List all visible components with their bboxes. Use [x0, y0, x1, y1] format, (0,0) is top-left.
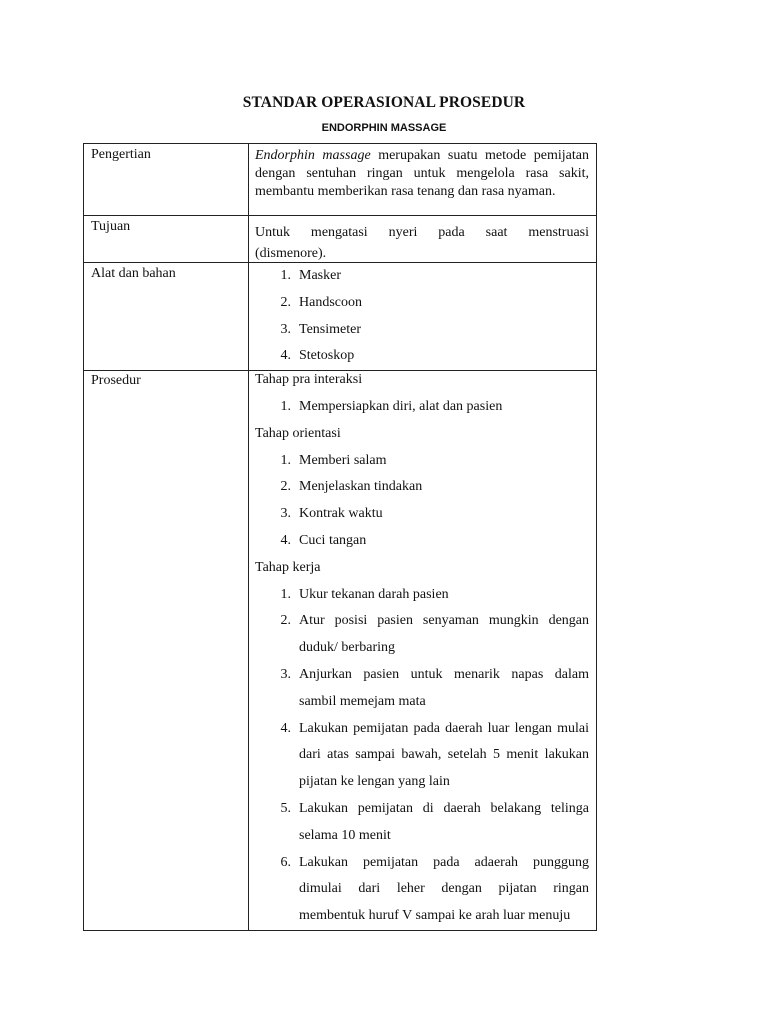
list-item-text: Handscoon	[299, 294, 362, 310]
sop-table	[83, 143, 597, 931]
list-item	[255, 448, 589, 475]
list-item-text: Ukur tekanan darah pasien	[299, 586, 449, 602]
list-item	[255, 290, 589, 317]
list-item-number: 6.	[280, 854, 291, 870]
document-subtitle: ENDORPHIN MASSAGE	[321, 122, 447, 134]
list-item-number: 2.	[280, 294, 291, 310]
list-item-number: 1.	[280, 452, 291, 468]
value-pengertian	[249, 144, 597, 216]
list-item	[255, 796, 589, 850]
list-item-text: Atur posisi pasien senyaman mungkin dengan duduk/ berbaring	[299, 613, 589, 656]
list-item-text: Memberi salam	[299, 452, 387, 468]
value-alat-dan-bahan	[249, 263, 597, 371]
list-item	[255, 394, 589, 421]
term-endorphin-massage: Endorphin massage	[255, 148, 371, 163]
list-item-number: 2.	[280, 479, 291, 495]
row-prosedur	[84, 371, 597, 931]
list-item	[255, 662, 589, 716]
row-tujuan	[84, 216, 597, 263]
list-item-number: 2.	[280, 613, 291, 629]
stage-heading: Tahap kerja	[255, 559, 321, 575]
list-item-number: 1.	[280, 268, 291, 283]
list-item-number: 4.	[280, 532, 291, 548]
list-item	[255, 263, 589, 290]
list-item-number: 4.	[280, 720, 291, 736]
document-title: STANDAR OPERASIONAL PROSEDUR	[242, 94, 526, 111]
list-item-number: 3.	[280, 666, 291, 682]
list-item-text: Lakukan pemijatan pada daerah luar lengan mulai dari atas sampai bawah, setelah 5 menit lakukan pijatan ke lengan yang lain	[299, 720, 589, 790]
list-item	[255, 343, 589, 370]
list-item-text: Stetoskop	[299, 348, 355, 364]
list-item-text: Masker	[299, 268, 341, 283]
label-tujuan: Tujuan	[84, 216, 249, 263]
value-tujuan	[249, 216, 597, 263]
alat-list	[255, 263, 589, 370]
list-item-text: Lakukan pemijatan di daerah belakang telinga selama 10 menit	[299, 800, 589, 843]
row-pengertian	[84, 144, 597, 216]
stage-heading: Tahap pra interaksi	[255, 372, 363, 388]
list-item	[255, 501, 589, 528]
list-item-number: 1.	[280, 398, 291, 414]
tujuan-line-1: Untuk mengatasi nyeri pada saat menstruasi	[255, 225, 589, 240]
stage-heading: Tahap orientasi	[255, 425, 341, 441]
label-alat-dan-bahan: Alat dan bahan	[84, 263, 249, 371]
list-item	[255, 850, 589, 930]
list-item-number: 1.	[280, 586, 291, 602]
row-alat-dan-bahan	[84, 263, 597, 371]
list-item-text: Menjelaskan tindakan	[299, 479, 423, 495]
list-item-number: 3.	[280, 506, 291, 522]
list-item	[255, 317, 589, 344]
list-item-number: 4.	[280, 348, 291, 364]
pengertian-text: merupakan suatu metode pemijatan dengan sentuhan ringan untuk mengelola rasa sakit, membantu memberikan rasa tenang dan rasa nyaman.	[255, 148, 589, 199]
prosedur-list	[255, 367, 589, 930]
list-item	[255, 582, 589, 609]
tujuan-line-2: (dismenore).	[255, 246, 327, 261]
list-item-text: Kontrak waktu	[299, 506, 383, 522]
list-item-text: Tensimeter	[299, 321, 361, 337]
list-item	[255, 474, 589, 501]
list-item-text: Lakukan pemijatan pada adaerah punggung dimulai dari leher dengan pijatan ringan membentuk huruf V sampai ke arah luar menuju	[299, 854, 589, 924]
list-item-text: Anjurkan pasien untuk menarik napas dalam sambil memejam mata	[299, 666, 589, 709]
list-item	[255, 716, 589, 796]
list-item-number: 5.	[280, 800, 291, 816]
label-pengertian: Pengertian	[84, 144, 249, 216]
list-item	[255, 608, 589, 662]
value-prosedur	[249, 371, 597, 931]
list-item-text: Cuci tangan	[299, 532, 367, 548]
list-item-text: Mempersiapkan diri, alat dan pasien	[299, 398, 503, 414]
list-item	[255, 528, 589, 555]
list-item-number: 3.	[280, 321, 291, 337]
label-prosedur: Prosedur	[84, 371, 249, 931]
